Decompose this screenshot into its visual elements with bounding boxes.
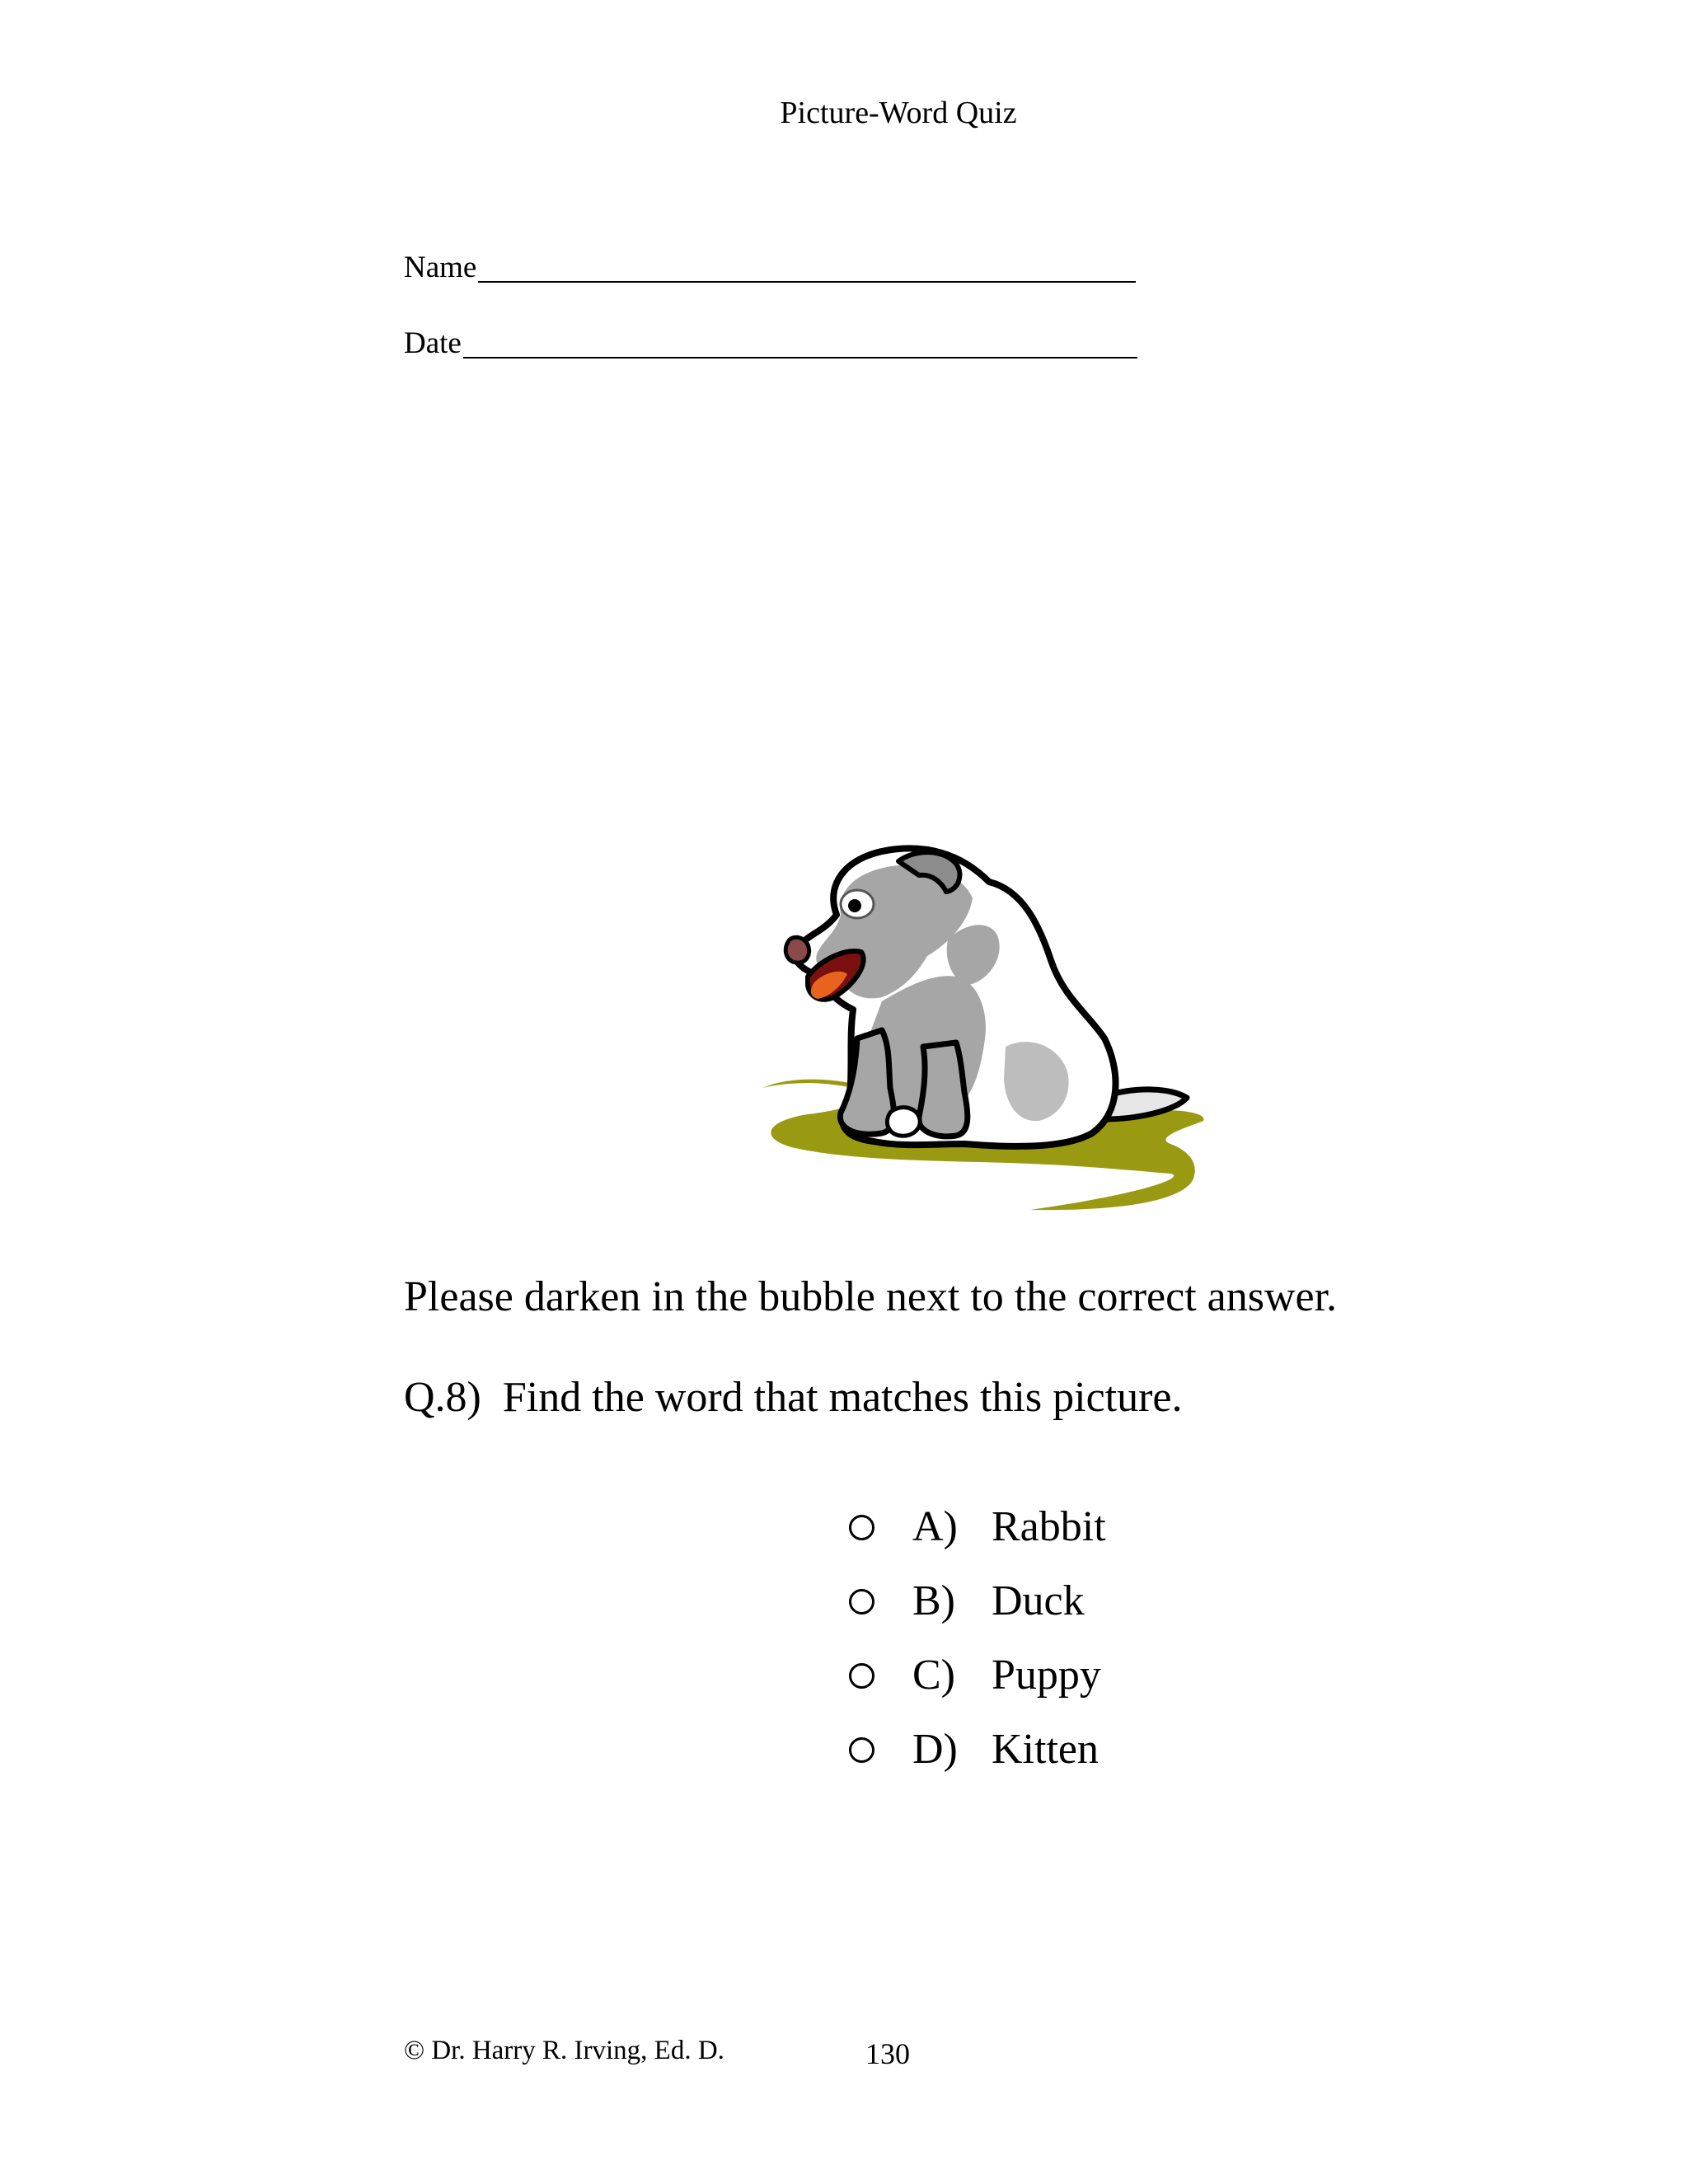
name-blank-line[interactable] [478, 253, 1136, 283]
name-label: Name [404, 251, 477, 284]
puppy-icon [758, 824, 1212, 1236]
answer-options [849, 1490, 1106, 1787]
option-letter: A) [912, 1503, 958, 1550]
option-d[interactable] [849, 1713, 1106, 1787]
paw-shape [887, 1108, 920, 1137]
option-a[interactable] [849, 1490, 1106, 1564]
nose-shape [785, 937, 809, 963]
option-word: Puppy [992, 1652, 1101, 1699]
instruction-text: Please darken in the bubble next to the correct answer. [404, 1273, 1338, 1320]
option-c[interactable] [849, 1638, 1106, 1713]
name-field[interactable] [404, 252, 1136, 283]
copyright-notice: © Dr. Harry R. Irving, Ed. D. [404, 2036, 724, 2065]
option-b[interactable] [849, 1564, 1106, 1638]
option-letter: C) [912, 1652, 955, 1699]
question-number: Q.8) [404, 1374, 481, 1421]
option-word: Kitten [992, 1726, 1099, 1773]
date-label: Date [404, 326, 462, 360]
page-title: Picture-Word Quiz [780, 96, 1017, 130]
question-prompt [404, 1376, 1183, 1419]
answer-bubble-b[interactable] [849, 1589, 874, 1615]
answer-bubble-d[interactable] [849, 1737, 874, 1763]
option-letter: D) [912, 1726, 958, 1773]
option-letter: B) [912, 1577, 955, 1624]
date-blank-line[interactable] [463, 329, 1137, 359]
pupil-shape [848, 899, 861, 912]
option-word: Rabbit [992, 1503, 1106, 1550]
question-text: Find the word that matches this picture. [502, 1374, 1183, 1421]
answer-bubble-c[interactable] [849, 1663, 874, 1689]
front-leg-right [919, 1043, 968, 1137]
option-word: Duck [992, 1577, 1085, 1624]
page-number: 130 [865, 2037, 910, 2070]
date-field[interactable] [404, 328, 1137, 359]
answer-bubble-a[interactable] [849, 1515, 874, 1540]
